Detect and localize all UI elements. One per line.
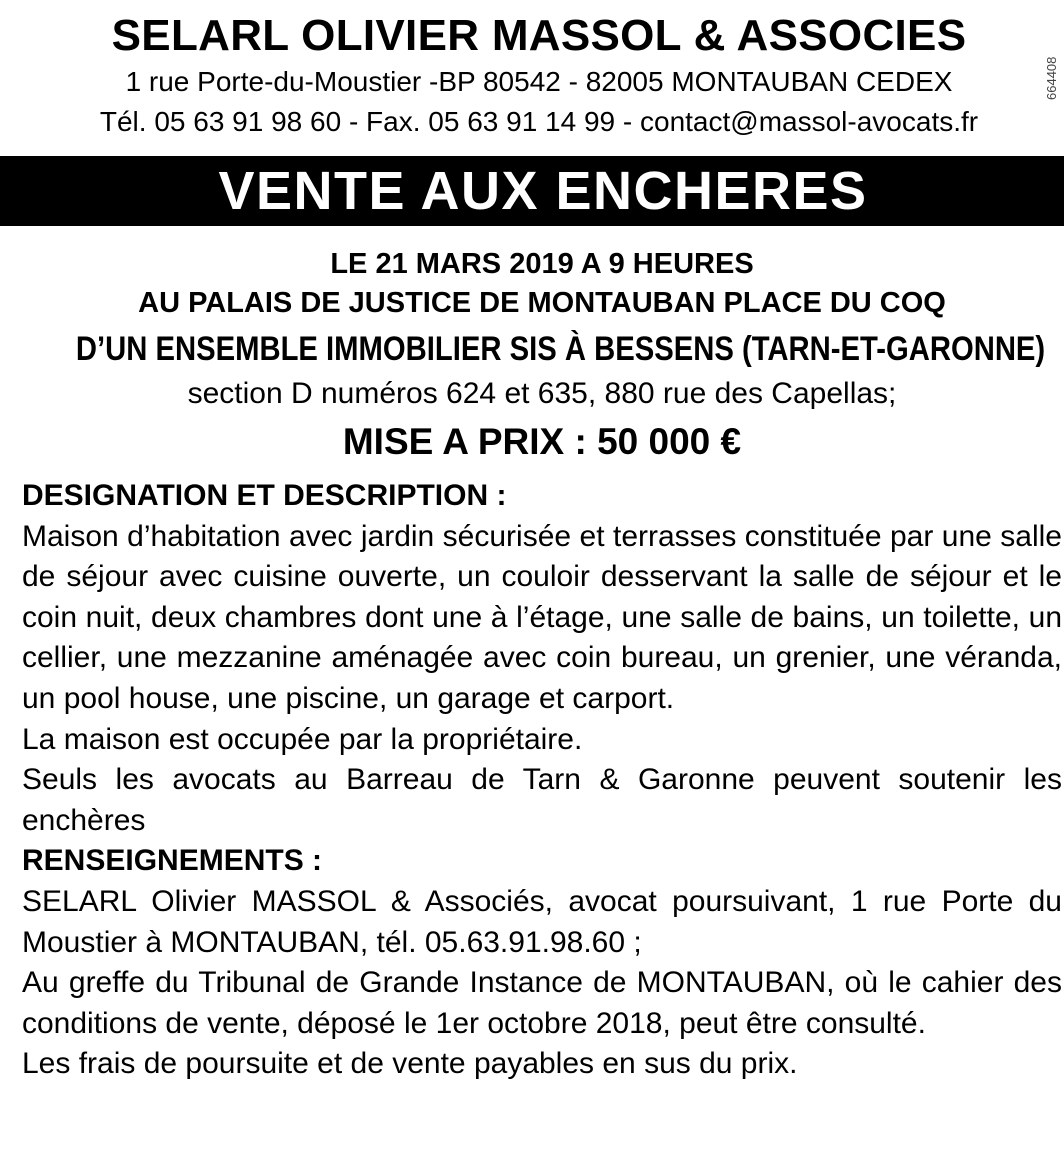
firm-name: SELARL OLIVIER MASSOL & ASSOCIES <box>111 11 967 60</box>
title-banner <box>0 156 1064 226</box>
fees-note: Les frais de poursuite et de vente payables en sus du prix. <box>22 1047 798 1081</box>
starting-price: MISE A PRIX : 50 000 € <box>342 421 742 462</box>
occupancy-note: La maison est occupée par la propriétaire. <box>22 722 583 756</box>
registry-info: Au greffe du Tribunal de Grande Instance de MONTAUBAN, où le cahier des conditions de vente, déposé le 1er octobre 2018, peut être consulté. <box>22 966 1062 1040</box>
notice-body <box>22 476 1062 1085</box>
banner-title: VENTE AUX ENCHERES <box>218 161 868 221</box>
sale-date: LE 21 MARS 2019 A 9 HEURES <box>330 248 754 280</box>
cadastre-reference: section D numéros 624 et 635, 880 rue des Capellas; <box>187 377 897 410</box>
firm-address: 1 rue Porte-du-Moustier -BP 80542 - 82005 MONTAUBAN CEDEX <box>125 66 953 97</box>
renseignements-heading: RENSEIGNEMENTS : <box>22 844 323 878</box>
designation-description: Maison d’habitation avec jardin sécurisée et terrasses constituée par une salle de séjour avec cuisine ouverte, un couloir desservant la salle de séjour et le coin nuit, deux chambres dont une à l’étage, une salle de bains, un toilette, un cellier, une mezzanine aménagée avec coin bureau, un grenier, une véranda, un pool house, une piscine, un garage et carport. <box>22 519 1062 715</box>
designation-heading: DESIGNATION ET DESCRIPTION : <box>22 479 507 512</box>
property-location: D’UN ENSEMBLE IMMOBILIER SIS À BESSENS (TARN-ET-GARONNE) <box>75 330 1046 368</box>
side-reference-number: 664408 <box>1044 56 1059 100</box>
lawyer-contact: SELARL Olivier MASSOL & Associés, avocat poursuivant, 1 rue Porte du Moustier à MONTAUBAN, tél. 05.63.91.98.60 ; <box>22 884 1062 959</box>
bidding-restriction: Seuls les avocats au Barreau de Tarn & Garonne peuvent soutenir les enchères <box>22 763 1062 837</box>
firm-contact: Tél. 05 63 91 98 60 - Fax. 05 63 91 14 99 - contact@massol-avocats.fr <box>99 106 979 137</box>
sale-place: AU PALAIS DE JUSTICE DE MONTAUBAN PLACE DU COQ <box>138 287 946 319</box>
